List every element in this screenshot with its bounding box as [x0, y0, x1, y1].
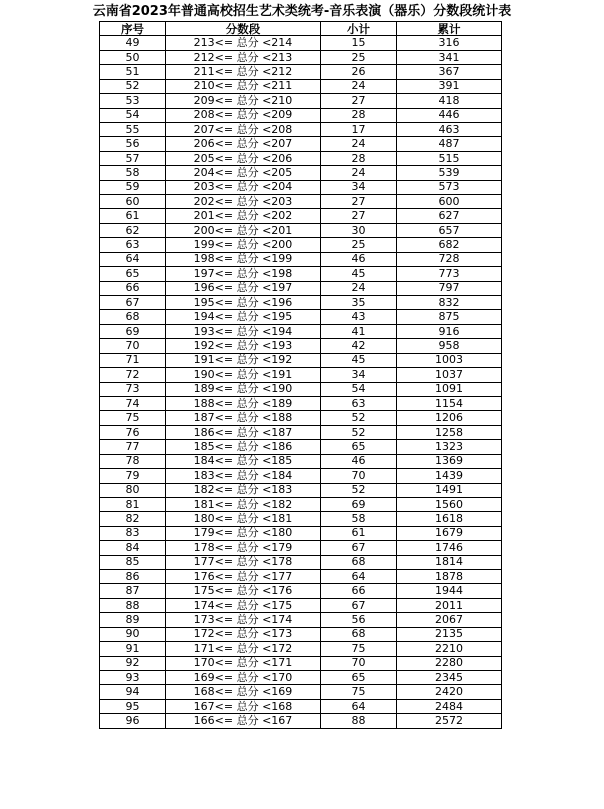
cell-cumulative: 1814: [397, 555, 502, 569]
cell-cumulative: 916: [397, 324, 502, 338]
cell-score-range: 211<= 总分 <212: [166, 65, 321, 79]
table-row: [100, 50, 502, 64]
cell-cumulative: 1091: [397, 382, 502, 396]
table-row: [100, 151, 502, 165]
cell-score-range: 201<= 总分 <202: [166, 209, 321, 223]
cell-subtotal: 28: [321, 151, 397, 165]
cell-subtotal: 65: [321, 440, 397, 454]
cell-score-range: 170<= 总分 <171: [166, 656, 321, 670]
cell-index: 88: [100, 598, 166, 612]
cell-index: 75: [100, 411, 166, 425]
cell-subtotal: 27: [321, 195, 397, 209]
cell-subtotal: 26: [321, 65, 397, 79]
cell-index: 65: [100, 267, 166, 281]
score-distribution-table: [99, 21, 502, 729]
header-cumulative: 累计: [397, 22, 502, 36]
cell-cumulative: 2572: [397, 714, 502, 728]
cell-subtotal: 41: [321, 324, 397, 338]
cell-score-range: 191<= 总分 <192: [166, 353, 321, 367]
table-row: [100, 440, 502, 454]
cell-score-range: 180<= 总分 <181: [166, 512, 321, 526]
cell-cumulative: 1746: [397, 541, 502, 555]
table-row: [100, 425, 502, 439]
cell-subtotal: 67: [321, 598, 397, 612]
cell-score-range: 183<= 总分 <184: [166, 469, 321, 483]
table-row: [100, 541, 502, 555]
cell-subtotal: 75: [321, 642, 397, 656]
cell-score-range: 175<= 总分 <176: [166, 584, 321, 598]
cell-index: 59: [100, 180, 166, 194]
table-row: [100, 382, 502, 396]
cell-score-range: 195<= 总分 <196: [166, 296, 321, 310]
cell-index: 49: [100, 36, 166, 50]
cell-score-range: 208<= 总分 <209: [166, 108, 321, 122]
cell-subtotal: 42: [321, 339, 397, 353]
cell-index: 87: [100, 584, 166, 598]
cell-subtotal: 24: [321, 281, 397, 295]
cell-score-range: 174<= 总分 <175: [166, 598, 321, 612]
cell-index: 80: [100, 483, 166, 497]
cell-cumulative: 1154: [397, 396, 502, 410]
table-row: [100, 670, 502, 684]
cell-subtotal: 24: [321, 166, 397, 180]
table-row: [100, 137, 502, 151]
cell-subtotal: 61: [321, 526, 397, 540]
cell-index: 71: [100, 353, 166, 367]
cell-index: 68: [100, 310, 166, 324]
cell-cumulative: 487: [397, 137, 502, 151]
cell-score-range: 212<= 总分 <213: [166, 50, 321, 64]
cell-index: 56: [100, 137, 166, 151]
cell-subtotal: 70: [321, 469, 397, 483]
cell-cumulative: 463: [397, 122, 502, 136]
cell-score-range: 167<= 总分 <168: [166, 699, 321, 713]
cell-score-range: 181<= 总分 <182: [166, 497, 321, 511]
cell-index: 91: [100, 642, 166, 656]
table-row: [100, 714, 502, 728]
cell-cumulative: 600: [397, 195, 502, 209]
cell-cumulative: 446: [397, 108, 502, 122]
cell-score-range: 192<= 总分 <193: [166, 339, 321, 353]
cell-cumulative: 657: [397, 223, 502, 237]
table-row: [100, 454, 502, 468]
cell-index: 92: [100, 656, 166, 670]
cell-cumulative: 2345: [397, 670, 502, 684]
cell-subtotal: 52: [321, 411, 397, 425]
table-row: [100, 555, 502, 569]
cell-cumulative: 2484: [397, 699, 502, 713]
cell-subtotal: 24: [321, 137, 397, 151]
cell-score-range: 203<= 总分 <204: [166, 180, 321, 194]
cell-subtotal: 27: [321, 209, 397, 223]
cell-subtotal: 25: [321, 50, 397, 64]
cell-subtotal: 63: [321, 396, 397, 410]
cell-index: 96: [100, 714, 166, 728]
cell-cumulative: 773: [397, 267, 502, 281]
cell-index: 78: [100, 454, 166, 468]
cell-index: 55: [100, 122, 166, 136]
cell-index: 54: [100, 108, 166, 122]
cell-cumulative: 958: [397, 339, 502, 353]
cell-cumulative: 1944: [397, 584, 502, 598]
table-row: [100, 584, 502, 598]
cell-score-range: 186<= 总分 <187: [166, 425, 321, 439]
table-row: [100, 526, 502, 540]
cell-score-range: 207<= 总分 <208: [166, 122, 321, 136]
cell-cumulative: 728: [397, 252, 502, 266]
cell-index: 66: [100, 281, 166, 295]
cell-subtotal: 56: [321, 613, 397, 627]
cell-subtotal: 52: [321, 483, 397, 497]
table-row: [100, 411, 502, 425]
cell-subtotal: 35: [321, 296, 397, 310]
page-title: 云南省2023年普通高校招生艺术类统考-音乐表演（器乐）分数段统计表: [92, 4, 512, 19]
table-row: [100, 238, 502, 252]
cell-score-range: 210<= 总分 <211: [166, 79, 321, 93]
cell-cumulative: 797: [397, 281, 502, 295]
cell-subtotal: 30: [321, 223, 397, 237]
cell-subtotal: 75: [321, 685, 397, 699]
cell-score-range: 182<= 总分 <183: [166, 483, 321, 497]
cell-index: 58: [100, 166, 166, 180]
cell-index: 85: [100, 555, 166, 569]
cell-index: 77: [100, 440, 166, 454]
cell-index: 70: [100, 339, 166, 353]
table-row: [100, 94, 502, 108]
table-row: [100, 339, 502, 353]
cell-index: 84: [100, 541, 166, 555]
header-index: 序号: [100, 22, 166, 36]
cell-subtotal: 66: [321, 584, 397, 598]
cell-subtotal: 70: [321, 656, 397, 670]
cell-index: 57: [100, 151, 166, 165]
cell-subtotal: 25: [321, 238, 397, 252]
cell-index: 69: [100, 324, 166, 338]
cell-subtotal: 34: [321, 180, 397, 194]
cell-index: 60: [100, 195, 166, 209]
cell-cumulative: 1878: [397, 570, 502, 584]
cell-subtotal: 24: [321, 79, 397, 93]
table-row: [100, 281, 502, 295]
cell-score-range: 190<= 总分 <191: [166, 368, 321, 382]
cell-cumulative: 1037: [397, 368, 502, 382]
cell-index: 95: [100, 699, 166, 713]
cell-score-range: 187<= 总分 <188: [166, 411, 321, 425]
cell-subtotal: 58: [321, 512, 397, 526]
cell-cumulative: 682: [397, 238, 502, 252]
cell-subtotal: 43: [321, 310, 397, 324]
cell-subtotal: 46: [321, 252, 397, 266]
cell-cumulative: 2067: [397, 613, 502, 627]
table-row: [100, 209, 502, 223]
cell-score-range: 193<= 总分 <194: [166, 324, 321, 338]
cell-cumulative: 316: [397, 36, 502, 50]
cell-score-range: 194<= 总分 <195: [166, 310, 321, 324]
cell-index: 93: [100, 670, 166, 684]
cell-score-range: 206<= 总分 <207: [166, 137, 321, 151]
cell-index: 82: [100, 512, 166, 526]
cell-subtotal: 27: [321, 94, 397, 108]
table-body: [100, 36, 502, 728]
cell-score-range: 209<= 总分 <210: [166, 94, 321, 108]
cell-cumulative: 367: [397, 65, 502, 79]
header-subtotal: 小计: [321, 22, 397, 36]
table-row: [100, 267, 502, 281]
cell-score-range: 199<= 总分 <200: [166, 238, 321, 252]
cell-cumulative: 539: [397, 166, 502, 180]
cell-index: 67: [100, 296, 166, 310]
cell-index: 73: [100, 382, 166, 396]
cell-cumulative: 2135: [397, 627, 502, 641]
cell-index: 62: [100, 223, 166, 237]
cell-subtotal: 64: [321, 570, 397, 584]
table-row: [100, 656, 502, 670]
cell-cumulative: 1258: [397, 425, 502, 439]
cell-cumulative: 1679: [397, 526, 502, 540]
cell-subtotal: 28: [321, 108, 397, 122]
cell-subtotal: 65: [321, 670, 397, 684]
table-row: [100, 699, 502, 713]
table-row: [100, 122, 502, 136]
table-row: [100, 512, 502, 526]
table-row: [100, 310, 502, 324]
table-row: [100, 483, 502, 497]
table-row: [100, 570, 502, 584]
cell-score-range: 184<= 总分 <185: [166, 454, 321, 468]
cell-cumulative: 2420: [397, 685, 502, 699]
cell-score-range: 171<= 总分 <172: [166, 642, 321, 656]
cell-subtotal: 64: [321, 699, 397, 713]
table-row: [100, 627, 502, 641]
cell-index: 86: [100, 570, 166, 584]
cell-score-range: 200<= 总分 <201: [166, 223, 321, 237]
cell-cumulative: 573: [397, 180, 502, 194]
cell-subtotal: 46: [321, 454, 397, 468]
cell-cumulative: 1323: [397, 440, 502, 454]
cell-score-range: 169<= 总分 <170: [166, 670, 321, 684]
cell-score-range: 189<= 总分 <190: [166, 382, 321, 396]
header-score-range: 分数段: [166, 22, 321, 36]
cell-score-range: 198<= 总分 <199: [166, 252, 321, 266]
cell-index: 63: [100, 238, 166, 252]
cell-score-range: 196<= 总分 <197: [166, 281, 321, 295]
cell-score-range: 197<= 总分 <198: [166, 267, 321, 281]
cell-index: 76: [100, 425, 166, 439]
cell-score-range: 168<= 总分 <169: [166, 685, 321, 699]
cell-index: 74: [100, 396, 166, 410]
cell-score-range: 202<= 总分 <203: [166, 195, 321, 209]
cell-subtotal: 68: [321, 627, 397, 641]
table-row: [100, 65, 502, 79]
table-row: [100, 613, 502, 627]
table-row: [100, 469, 502, 483]
table-row: [100, 368, 502, 382]
cell-index: 50: [100, 50, 166, 64]
cell-score-range: 204<= 总分 <205: [166, 166, 321, 180]
table-row: [100, 223, 502, 237]
cell-subtotal: 88: [321, 714, 397, 728]
cell-score-range: 188<= 总分 <189: [166, 396, 321, 410]
table-row: [100, 252, 502, 266]
cell-index: 79: [100, 469, 166, 483]
cell-index: 53: [100, 94, 166, 108]
cell-index: 83: [100, 526, 166, 540]
table-row: [100, 108, 502, 122]
table-row: [100, 296, 502, 310]
table-row: [100, 353, 502, 367]
cell-subtotal: 67: [321, 541, 397, 555]
table-row: [100, 598, 502, 612]
cell-cumulative: 515: [397, 151, 502, 165]
table-row: [100, 685, 502, 699]
cell-subtotal: 45: [321, 353, 397, 367]
cell-cumulative: 391: [397, 79, 502, 93]
cell-score-range: 179<= 总分 <180: [166, 526, 321, 540]
cell-index: 51: [100, 65, 166, 79]
cell-subtotal: 52: [321, 425, 397, 439]
cell-index: 89: [100, 613, 166, 627]
cell-cumulative: 1439: [397, 469, 502, 483]
cell-index: 64: [100, 252, 166, 266]
cell-cumulative: 418: [397, 94, 502, 108]
cell-score-range: 176<= 总分 <177: [166, 570, 321, 584]
cell-subtotal: 34: [321, 368, 397, 382]
cell-score-range: 172<= 总分 <173: [166, 627, 321, 641]
table-row: [100, 180, 502, 194]
table-row: [100, 396, 502, 410]
cell-score-range: 166<= 总分 <167: [166, 714, 321, 728]
cell-cumulative: 1003: [397, 353, 502, 367]
cell-subtotal: 68: [321, 555, 397, 569]
table-row: [100, 497, 502, 511]
cell-cumulative: 1618: [397, 512, 502, 526]
cell-subtotal: 17: [321, 122, 397, 136]
cell-index: 81: [100, 497, 166, 511]
cell-index: 52: [100, 79, 166, 93]
cell-score-range: 213<= 总分 <214: [166, 36, 321, 50]
table-row: [100, 166, 502, 180]
table-row: [100, 36, 502, 50]
table-header-row: [100, 22, 502, 36]
cell-index: 90: [100, 627, 166, 641]
cell-cumulative: 1560: [397, 497, 502, 511]
table-row: [100, 195, 502, 209]
cell-subtotal: 15: [321, 36, 397, 50]
cell-score-range: 173<= 总分 <174: [166, 613, 321, 627]
cell-score-range: 177<= 总分 <178: [166, 555, 321, 569]
cell-cumulative: 832: [397, 296, 502, 310]
cell-score-range: 205<= 总分 <206: [166, 151, 321, 165]
cell-cumulative: 1206: [397, 411, 502, 425]
cell-index: 72: [100, 368, 166, 382]
cell-cumulative: 1491: [397, 483, 502, 497]
cell-score-range: 178<= 总分 <179: [166, 541, 321, 555]
cell-cumulative: 875: [397, 310, 502, 324]
cell-cumulative: 2280: [397, 656, 502, 670]
cell-cumulative: 2011: [397, 598, 502, 612]
cell-subtotal: 69: [321, 497, 397, 511]
cell-cumulative: 341: [397, 50, 502, 64]
table-row: [100, 79, 502, 93]
cell-index: 94: [100, 685, 166, 699]
table-row: [100, 642, 502, 656]
cell-cumulative: 1369: [397, 454, 502, 468]
cell-subtotal: 54: [321, 382, 397, 396]
table-row: [100, 324, 502, 338]
cell-index: 61: [100, 209, 166, 223]
cell-cumulative: 627: [397, 209, 502, 223]
cell-score-range: 185<= 总分 <186: [166, 440, 321, 454]
cell-cumulative: 2210: [397, 642, 502, 656]
cell-subtotal: 45: [321, 267, 397, 281]
